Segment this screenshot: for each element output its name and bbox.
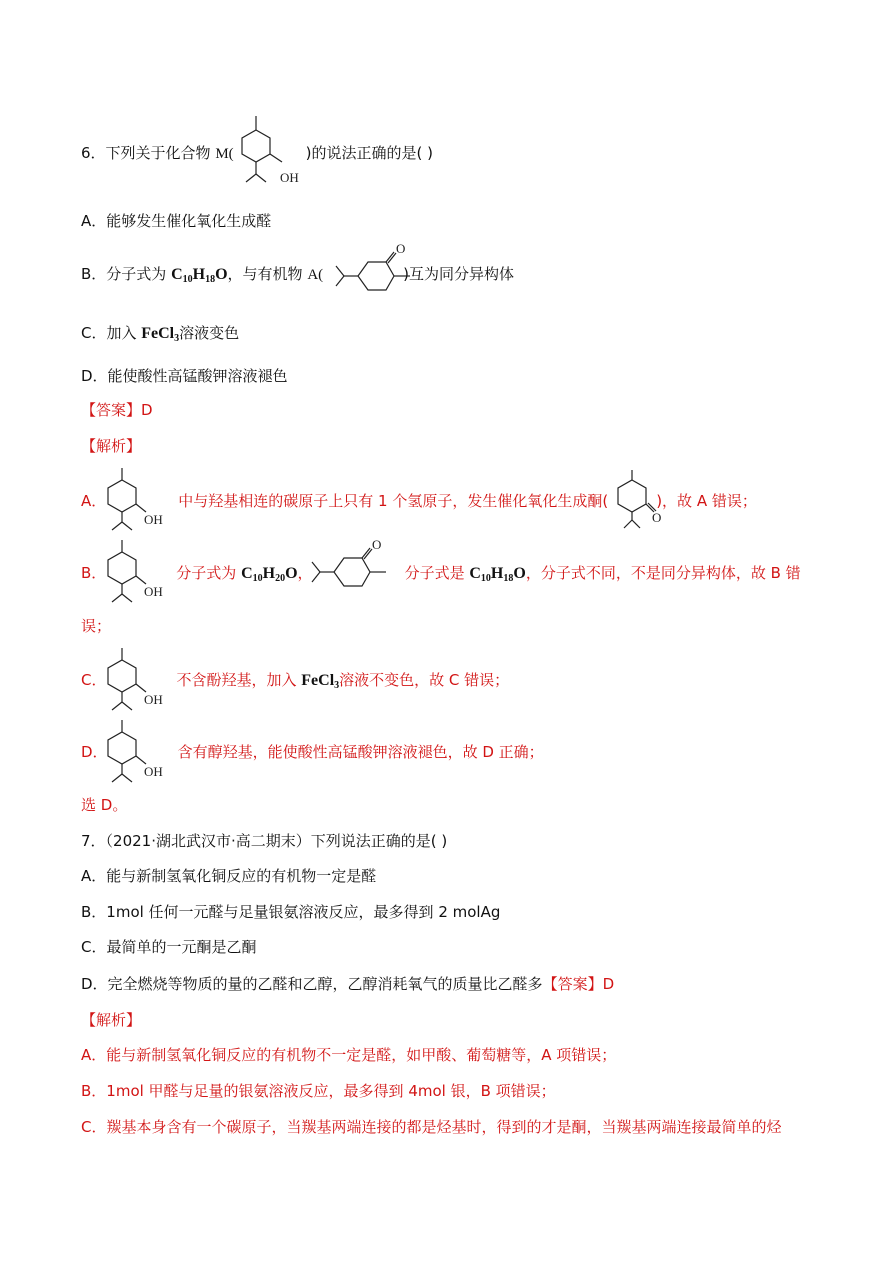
q7-explanation-c: C．羰基本身含有一个碳原子，当羰基两端连接的都是烃基时，得到的才是酮，当羰基两端连接最简单的烃 xyxy=(81,1118,782,1136)
svg-text:OH: OH xyxy=(144,764,163,779)
q7-explanation-b: B．1mol 甲醛与足量的银氨溶液反应，最多得到 4mol 银，B 项错误； xyxy=(81,1082,556,1100)
svg-text:OH: OH xyxy=(144,692,163,707)
svg-text:OH: OH xyxy=(144,512,163,527)
menthol-structure xyxy=(232,112,312,192)
formula-fecl3: FeCl$_3$ xyxy=(141,325,180,344)
q7-option-c: C．最简单的一元酮是乙酮 xyxy=(81,938,257,956)
q6-explanation-a: A． 中与羟基相连的碳原子上只有 1 个氢原子，发生催化氧化生成酮( )，故 A 错误； xyxy=(81,492,757,510)
menthol-structure xyxy=(104,720,174,790)
formula-fecl3: FeCl$_3$ xyxy=(301,672,340,691)
menthone-structure xyxy=(310,537,396,600)
svg-text:O: O xyxy=(372,537,382,552)
svg-text:OH: OH xyxy=(280,170,299,185)
q6-conclusion: 选 D。 xyxy=(81,796,128,814)
formula-c10h18o: $C_{10}H_{18}O$ xyxy=(171,266,228,285)
q6-option-a: A．能够发生催化氧化生成醛 xyxy=(81,212,272,230)
svg-text:O: O xyxy=(396,241,406,256)
menthol-structure xyxy=(104,468,174,538)
q6-explanation-b-continued: 误； xyxy=(81,617,112,635)
formula-c10h18o: $C_{10}H_{18}O$ xyxy=(469,565,526,584)
q7-option-a: A．能与新制氢氧化铜反应的有机物一定是醛 xyxy=(81,867,377,885)
menthol-structure xyxy=(104,648,174,718)
q6-option-b: B．分子式为 $C_{10}H_{18}O$，与有机物 A( )互为同分异构体 xyxy=(81,265,514,285)
q7-option-d: D．完全燃烧等物质的量的乙醛和乙醇，乙醇消耗氧气的质量比乙醛多【答案】D xyxy=(81,975,615,993)
q7-answer: 【答案】D xyxy=(542,975,615,993)
menthone-structure xyxy=(334,241,420,304)
svg-text:O: O xyxy=(652,510,662,525)
q6-explanation-c: C． 不含酚羟基，加入 FeCl$_3$溶液不变色，故 C 错误； xyxy=(81,671,510,691)
menthol-structure xyxy=(104,540,174,610)
q6-answer: 【答案】D xyxy=(81,401,153,419)
q7-explanation-a: A．能与新制氢氧化铜反应的有机物不一定是醛，如甲酸、葡萄糖等，A 项错误； xyxy=(81,1046,617,1064)
q6-stem: 6．下列关于化合物 M( )的说法正确的是( ) xyxy=(81,144,433,162)
q6-analysis-heading: 【解析】 xyxy=(81,437,142,455)
q7-stem: 7．（2021·湖北武汉市·高二期末）下列说法正确的是( ) xyxy=(81,832,448,850)
q7-option-b: B．1mol 任何一元醛与足量银氨溶液反应，最多得到 2 molAg xyxy=(81,903,501,921)
svg-text:OH: OH xyxy=(144,584,163,599)
q6-explanation-d: D． 含有醇羟基，能使酸性高锰酸钾溶液褪色，故 D 正确； xyxy=(81,743,544,761)
q7-analysis-heading: 【解析】 xyxy=(81,1011,142,1029)
formula-c10h20o: $C_{10}H_{20}O$ xyxy=(241,565,298,584)
menthone-ring-structure xyxy=(614,470,670,530)
q6-option-d: D．能使酸性高锰酸钾溶液褪色 xyxy=(81,367,288,385)
q6-option-c: C．加入 FeCl$_3$溶液变色 xyxy=(81,324,240,344)
q6-explanation-b: B． 分子式为 $C_{10}H_{20}O$， 分子式是 $C_{10}H_{18}O$，分子式不同，不是同分异构体，故 B 错 xyxy=(81,564,801,584)
